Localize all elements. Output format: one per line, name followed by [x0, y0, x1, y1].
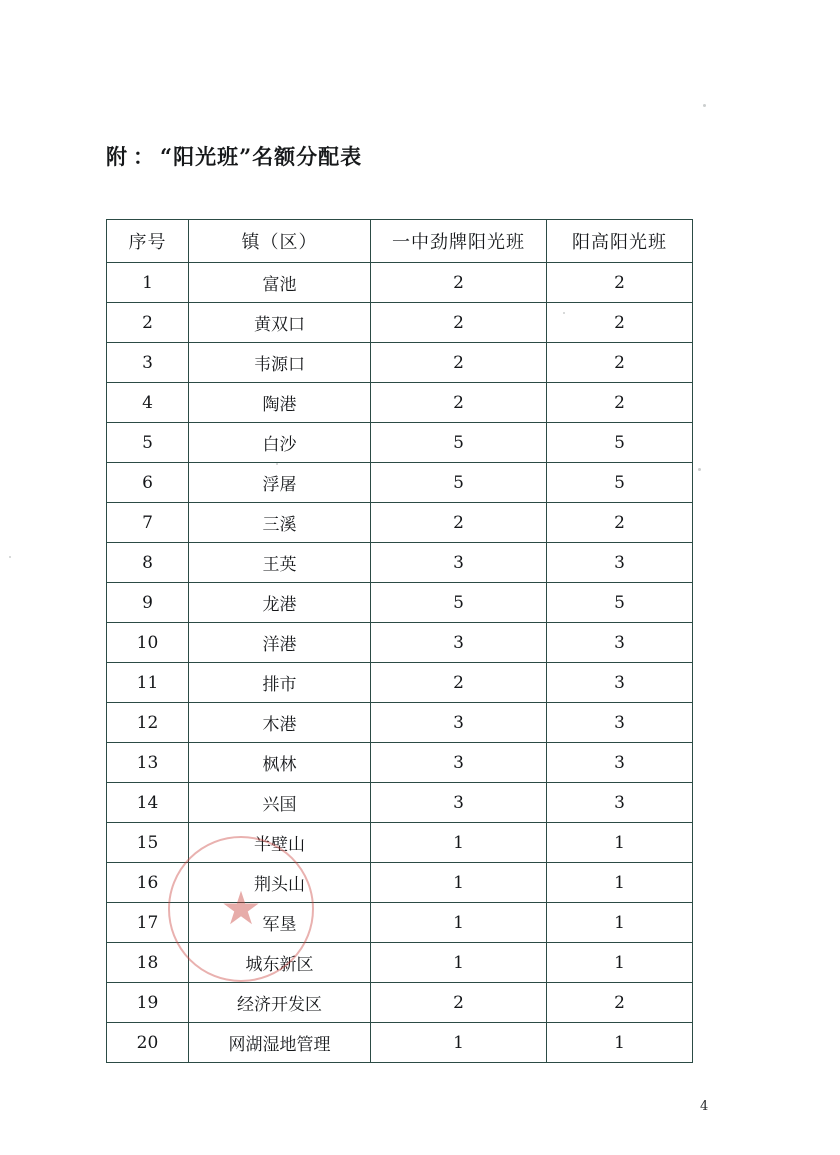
cell-yanggao: 1 — [547, 823, 693, 863]
table-row — [107, 303, 693, 343]
cell-yanggao: 5 — [547, 583, 693, 623]
allocation-table — [106, 219, 693, 1063]
cell-no: 9 — [107, 583, 189, 623]
scan-speck — [703, 104, 706, 107]
cell-yizhong: 1 — [371, 863, 547, 903]
cell-yizhong: 3 — [371, 743, 547, 783]
cell-yanggao: 3 — [547, 663, 693, 703]
cell-yanggao: 3 — [547, 703, 693, 743]
page-title-text: “阳光班”名额分配表 — [160, 144, 363, 169]
table-row — [107, 343, 693, 383]
cell-no: 18 — [107, 943, 189, 983]
cell-yanggao: 1 — [547, 903, 693, 943]
cell-yizhong: 2 — [371, 983, 547, 1023]
cell-no: 13 — [107, 743, 189, 783]
table-row — [107, 543, 693, 583]
seal-star-icon: ★ — [220, 881, 262, 936]
cell-yizhong: 5 — [371, 463, 547, 503]
cell-town: 三溪 — [189, 503, 371, 543]
cell-town: 浮屠 — [189, 463, 371, 503]
page-title-prefix: 附： — [106, 144, 160, 169]
cell-town: 排市 — [189, 663, 371, 703]
table-row — [107, 703, 693, 743]
table-row — [107, 583, 693, 623]
table-row — [107, 863, 693, 903]
cell-yanggao: 2 — [547, 303, 693, 343]
cell-no: 17 — [107, 903, 189, 943]
table-row — [107, 983, 693, 1023]
cell-yizhong: 1 — [371, 903, 547, 943]
cell-yanggao: 2 — [547, 503, 693, 543]
cell-town: 洋港 — [189, 623, 371, 663]
column-header-yizhong: 一中劲牌阳光班 — [371, 220, 547, 263]
table-header-row — [107, 220, 693, 263]
cell-no: 6 — [107, 463, 189, 503]
cell-no: 4 — [107, 383, 189, 423]
cell-no: 15 — [107, 823, 189, 863]
cell-yanggao: 3 — [547, 743, 693, 783]
table-row — [107, 663, 693, 703]
cell-yanggao: 5 — [547, 423, 693, 463]
cell-yanggao: 2 — [547, 343, 693, 383]
table-row — [107, 1023, 693, 1063]
table-row — [107, 263, 693, 303]
cell-town: 枫林 — [189, 743, 371, 783]
cell-yizhong: 1 — [371, 823, 547, 863]
cell-yanggao: 3 — [547, 623, 693, 663]
cell-no: 12 — [107, 703, 189, 743]
cell-town: 荆头山 — [189, 863, 371, 903]
cell-town: 军垦 — [189, 903, 371, 943]
cell-town: 经济开发区 — [189, 983, 371, 1023]
cell-yizhong: 2 — [371, 383, 547, 423]
table-row — [107, 743, 693, 783]
page-title — [106, 141, 362, 171]
cell-no: 1 — [107, 263, 189, 303]
cell-yizhong: 2 — [371, 303, 547, 343]
cell-yizhong: 2 — [371, 503, 547, 543]
cell-no: 2 — [107, 303, 189, 343]
cell-town: 富池 — [189, 263, 371, 303]
cell-yanggao: 2 — [547, 383, 693, 423]
cell-yanggao: 2 — [547, 263, 693, 303]
cell-no: 11 — [107, 663, 189, 703]
cell-yizhong: 3 — [371, 623, 547, 663]
cell-town: 龙港 — [189, 583, 371, 623]
cell-yanggao: 1 — [547, 943, 693, 983]
column-header-yanggao: 阳高阳光班 — [547, 220, 693, 263]
column-header-town: 镇（区） — [189, 220, 371, 263]
scan-speck — [698, 468, 701, 471]
column-header-no: 序号 — [107, 220, 189, 263]
cell-town: 韦源口 — [189, 343, 371, 383]
cell-town: 兴国 — [189, 783, 371, 823]
cell-town: 白沙 — [189, 423, 371, 463]
page-number: 4 — [700, 1099, 709, 1114]
cell-town: 王英 — [189, 543, 371, 583]
cell-yanggao: 1 — [547, 1023, 693, 1063]
cell-yizhong: 2 — [371, 663, 547, 703]
table-row — [107, 383, 693, 423]
table-row — [107, 503, 693, 543]
cell-town: 黄双口 — [189, 303, 371, 343]
cell-no: 5 — [107, 423, 189, 463]
table-row — [107, 423, 693, 463]
scan-speck — [9, 556, 11, 558]
cell-yizhong: 1 — [371, 943, 547, 983]
table-row — [107, 783, 693, 823]
cell-yizhong: 5 — [371, 583, 547, 623]
table-row — [107, 823, 693, 863]
cell-yanggao: 1 — [547, 863, 693, 903]
cell-town: 网湖湿地管理 — [189, 1023, 371, 1063]
cell-yizhong: 2 — [371, 263, 547, 303]
cell-yizhong: 2 — [371, 343, 547, 383]
cell-yizhong: 1 — [371, 1023, 547, 1063]
cell-no: 10 — [107, 623, 189, 663]
table-row — [107, 943, 693, 983]
cell-town: 陶港 — [189, 383, 371, 423]
cell-no: 3 — [107, 343, 189, 383]
cell-town: 城东新区 — [189, 943, 371, 983]
cell-yizhong: 3 — [371, 543, 547, 583]
cell-yanggao: 3 — [547, 783, 693, 823]
cell-town: 木港 — [189, 703, 371, 743]
cell-no: 8 — [107, 543, 189, 583]
cell-no: 16 — [107, 863, 189, 903]
table-row — [107, 623, 693, 663]
cell-yanggao: 2 — [547, 983, 693, 1023]
cell-yanggao: 5 — [547, 463, 693, 503]
table-row — [107, 903, 693, 943]
cell-town: 半壁山 — [189, 823, 371, 863]
cell-no: 7 — [107, 503, 189, 543]
cell-yizhong: 3 — [371, 783, 547, 823]
cell-yizhong: 5 — [371, 423, 547, 463]
cell-no: 14 — [107, 783, 189, 823]
cell-no: 19 — [107, 983, 189, 1023]
cell-yizhong: 3 — [371, 703, 547, 743]
table-row — [107, 463, 693, 503]
cell-yanggao: 3 — [547, 543, 693, 583]
cell-no: 20 — [107, 1023, 189, 1063]
